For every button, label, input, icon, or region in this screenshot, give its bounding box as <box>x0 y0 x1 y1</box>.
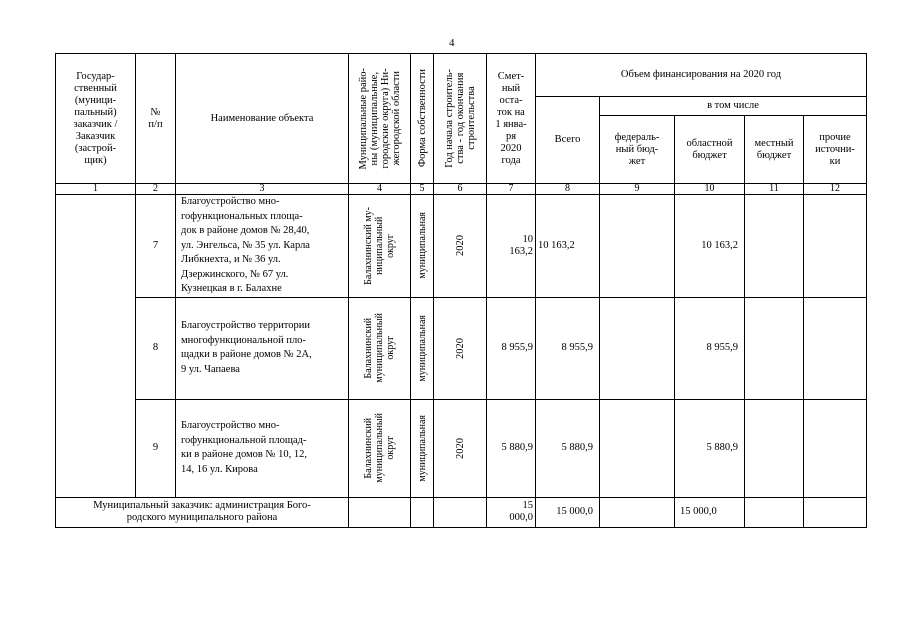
other-cell <box>804 297 867 399</box>
summary-row <box>56 497 867 527</box>
summary-total: 15 000,0 <box>536 497 600 527</box>
summary-remainder: 15 000,0 <box>487 497 536 527</box>
header-federal: федераль- ный бюд- жет <box>600 116 675 184</box>
header-years: Год начала строитель- ства - год окончания строительства <box>434 54 487 184</box>
summary-label: Муниципальный заказчик: администрация Бого- родского муниципального района <box>56 497 349 527</box>
col-num-6: 6 <box>434 184 487 195</box>
col-num-10: 10 <box>675 184 745 195</box>
remainder-cell: 8 955,9 <box>487 297 536 399</box>
col-num-7: 7 <box>487 184 536 195</box>
total-cell: 10 163,2 <box>536 195 600 298</box>
header-local: местный бюджет <box>745 116 804 184</box>
financing-table <box>55 53 867 528</box>
year-cell: 2020 <box>434 195 487 298</box>
object-name: Благоустройство мно- гофункциональной площад- ки в районе домов № 10, 12, 14, 16 ул. Кирова <box>176 399 349 497</box>
local-cell <box>745 297 804 399</box>
header-estimated-remainder: Смет- ный оста- ток на 1 янва- ря 2020 года <box>487 54 536 184</box>
ownership-cell: муниципальная <box>411 195 434 298</box>
summary-year <box>434 497 487 527</box>
page-number: 4 <box>449 37 455 49</box>
header-number: № п/п <box>136 54 176 184</box>
federal-cell <box>600 399 675 497</box>
summary-local <box>745 497 804 527</box>
col-num-11: 11 <box>745 184 804 195</box>
district-cell: Балахнинский муниципальный округ <box>349 297 411 399</box>
row-number: 7 <box>136 195 176 298</box>
col-num-2: 2 <box>136 184 176 195</box>
header-other: прочие источни- ки <box>804 116 867 184</box>
federal-cell <box>600 195 675 298</box>
col-num-8: 8 <box>536 184 600 195</box>
summary-federal <box>600 497 675 527</box>
col-num-5: 5 <box>411 184 434 195</box>
district-cell: Балахнинский му- ниципальный округ <box>349 195 411 298</box>
row-number: 8 <box>136 297 176 399</box>
regional-cell: 5 880,9 <box>675 399 745 497</box>
header-funding-total: Объем финансирования на 2020 год <box>536 54 867 97</box>
table-row <box>56 297 867 399</box>
customer-cell <box>56 195 136 498</box>
summary-ownership <box>411 497 434 527</box>
header-regional: областной бюджет <box>675 116 745 184</box>
federal-cell <box>600 297 675 399</box>
header-municipal-district: Муниципальные райо- ны (муниципальные, городские округа) Ни- жегородской области <box>349 54 411 184</box>
col-num-1: 1 <box>56 184 136 195</box>
col-num-4: 4 <box>349 184 411 195</box>
header-including: в том числе <box>600 97 867 116</box>
other-cell <box>804 195 867 298</box>
summary-other <box>804 497 867 527</box>
header-total: Всего <box>536 97 600 184</box>
col-num-3: 3 <box>176 184 349 195</box>
local-cell <box>745 195 804 298</box>
total-cell: 5 880,9 <box>536 399 600 497</box>
remainder-cell: 5 880,9 <box>487 399 536 497</box>
ownership-cell: муниципальная <box>411 297 434 399</box>
col-num-9: 9 <box>600 184 675 195</box>
header-ownership: Форма собственности <box>411 54 434 184</box>
summary-district <box>349 497 411 527</box>
regional-cell: 10 163,2 <box>675 195 745 298</box>
regional-cell: 8 955,9 <box>675 297 745 399</box>
ownership-cell: муниципальная <box>411 399 434 497</box>
table-row <box>56 195 867 298</box>
summary-regional: 15 000,0 <box>675 497 745 527</box>
header-object-name: Наименование объекта <box>176 54 349 184</box>
district-cell: Балахнинский муниципальный округ <box>349 399 411 497</box>
remainder-cell: 10 163,2 <box>487 195 536 298</box>
col-num-12: 12 <box>804 184 867 195</box>
header-customer: Государ- ственный (муници- пальный) заказчик / Заказчик (застрой- щик) <box>56 54 136 184</box>
total-cell: 8 955,9 <box>536 297 600 399</box>
local-cell <box>745 399 804 497</box>
object-name: Благоустройство территории многофункциональной пло- щадки в районе домов № 2А, 9 ул. Чапаева <box>176 297 349 399</box>
year-cell: 2020 <box>434 399 487 497</box>
table-row <box>56 399 867 497</box>
row-number: 9 <box>136 399 176 497</box>
year-cell: 2020 <box>434 297 487 399</box>
column-numbers-row <box>56 184 867 195</box>
object-name: Благоустройство мно- гофункциональных площа- док в районе домов № 28,40, ул. Энгельса, № 35 ул. Карла Либкнехта, и № 36 ул. Дзержинского, № 67 ул. Кузнецкая в г. Балахне <box>176 195 349 298</box>
other-cell <box>804 399 867 497</box>
